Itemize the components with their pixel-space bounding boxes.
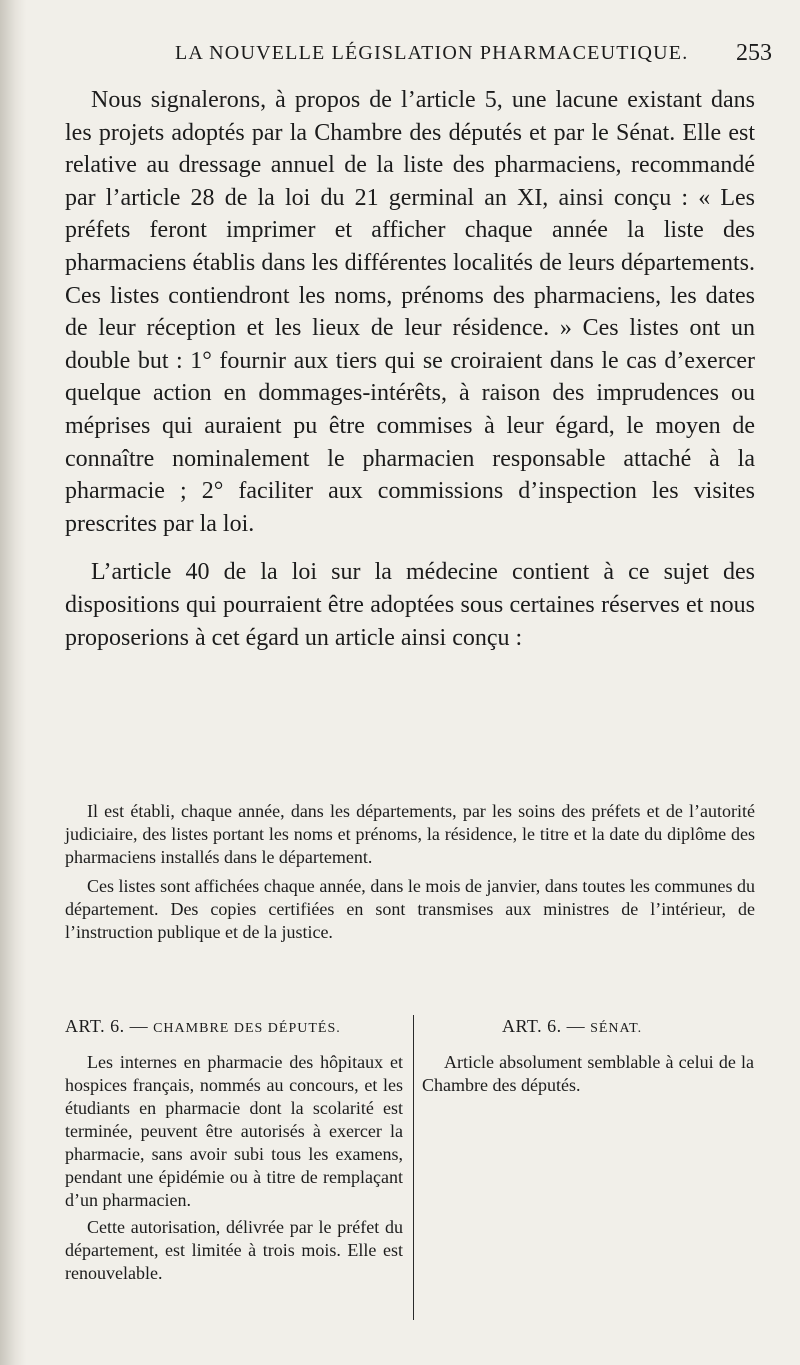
- proposed-article-paragraph: Il est établi, chaque année, dans les départements, par les soins des préfets et de l’autorité judiciaire, des listes portant les noms et prénoms, la résidence, le titre et la date du diplôme des pharmaciens installés dans le département.: [65, 801, 755, 867]
- page-edge-shadow: [0, 0, 26, 1365]
- column-heading: [65, 1016, 403, 1037]
- column-text: [422, 1051, 754, 1097]
- proposed-article-paragraph: Ces listes sont affichées chaque année, dans le mois de janvier, dans toutes les communes du département. Des copies certifiées en sont transmises aux ministres de l’intérieur, de l’instruction publique et de la justice.: [65, 876, 755, 942]
- running-header: [175, 40, 772, 70]
- chamber-name: SÉNAT.: [590, 1021, 643, 1036]
- main-text: [65, 84, 755, 654]
- paragraph-lacune: Nous signalerons, à propos de l’article 5, une lacune existant dans les projets adoptés par la Chambre des députés et par le Sénat. Elle est relative au dressage annuel de la liste des pharmaciens, recommandé par l’article 28 de la loi du 21 germinal an XI, ainsi conçu : « Les préfets feront imprimer et afficher chaque année la liste des pharmaciens établis dans les différentes localités de leurs départements. Ces listes contiendront les noms, prénoms des pharmaciens, les dates de leur réception et les lieux de leur résidence. » Ces listes ont un double but : 1° fournir aux tiers qui se croiraient dans le cas d’exercer quelque action en dommages-intérêts, à raison des imprudences ou méprises qui auraient pu être commises à leur égard, le moyen de connaître nominalement le pharmacien responsable attaché à la pharmacie ; 2° faciliter aux commissions d’inspection les visites prescrites par la loi.: [65, 87, 755, 537]
- paragraph-article-40: L’article 40 de la loi sur la médecine contient à ce sujet des dispositions qui pourraient être adoptées sous certaines réserves et nous proposerions à cet égard un article ainsi conçu :: [65, 559, 755, 651]
- article-paragraph: Cette autorisation, délivrée par le préfet du département, est limitée à trois mois. Elle est renouvelable.: [65, 1217, 403, 1283]
- article-label: ART. 6. —: [502, 1016, 586, 1036]
- column-text: [65, 1051, 403, 1285]
- article-label: ART. 6. —: [65, 1016, 149, 1036]
- column-divider: [413, 1015, 414, 1320]
- running-title: LA NOUVELLE LÉGISLATION PHARMACEUTIQUE.: [175, 42, 689, 64]
- proposed-article-text: [65, 800, 755, 944]
- page-number: 253: [736, 40, 772, 66]
- column-chambre-des-deputes: [65, 1010, 403, 1285]
- chamber-name: CHAMBRE DES DÉPUTÉS.: [153, 1021, 341, 1036]
- article-paragraph: Article absolument semblable à celui de la Chambre des députés.: [422, 1052, 754, 1095]
- comparison-columns: [65, 1010, 765, 1330]
- column-senat: [422, 1010, 754, 1097]
- column-heading: [422, 1016, 754, 1037]
- article-paragraph: Les internes en pharmacie des hôpitaux et hospices français, nommés au concours, et les étudiants en pharmacie dont la scolarité est terminée, peuvent être autorisés à exercer la pharmacie, sans avoir subi tous les examens, pendant une épidémie ou à titre de remplaçant d’un pharmacien.: [65, 1052, 403, 1210]
